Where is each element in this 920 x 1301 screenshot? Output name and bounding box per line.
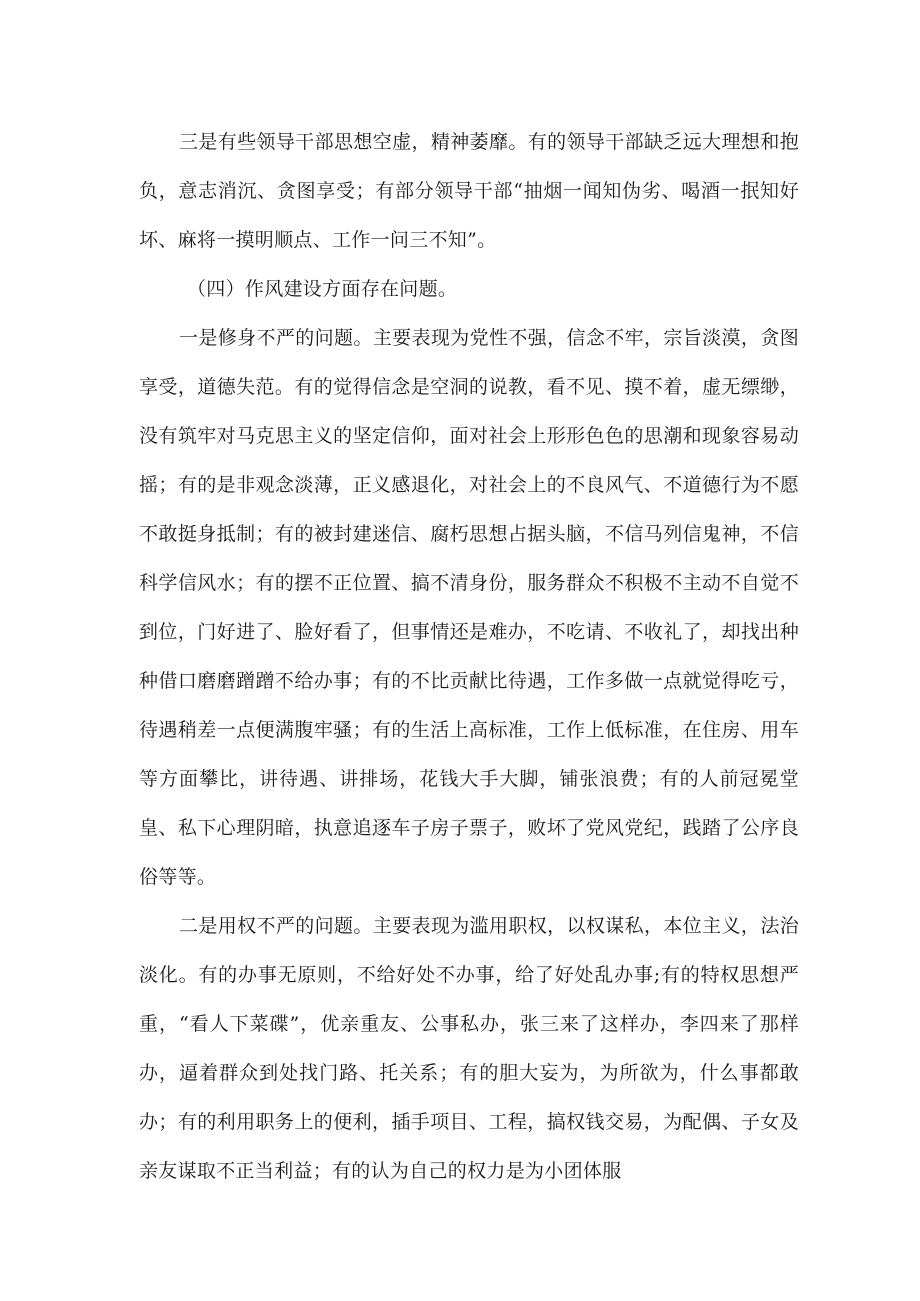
document-body	[139, 118, 799, 1196]
paragraph-ideology-emptiness: 三是有些领导干部思想空虚，精神萎靡。有的领导干部缺乏远大理想和抱负，意志消沉、贪图享受；有部分领导干部“抽烟一闻知伪劣、喝酒一抿知好坏、麻将一摸明顺点、工作一问三不知”。	[139, 131, 799, 251]
section-heading-work-style: （四）作风建设方面存在问题。	[187, 278, 458, 300]
paragraph-self-cultivation: 一是修身不严的问题。主要表现为党性不强，信念不牢，宗旨淡漠，贪图享受，道德失范。有的觉得信念是空洞的说教，看不见、摸不着，虚无缥缈，没有筑牢对马克思主义的坚定信仰，面对社会上形形色色的思潮和现象容易动摇；有的是非观念淡薄，正义感退化，对社会上的不良风气、不道德行为不愿不敢挺身抵制；有的被封建迷信、腐朽思想占据头脑，不信马列信鬼神，不信科学信风水；有的摆不正位置、搞不清身份，服务群众不积极不主动不自觉不到位，门好进了、脸好看了，但事情还是难办，不吃请、不收礼了，却找出种种借口磨磨蹭蹭不给办事；有的不比贡献比待遇，工作多做一点就觉得吃亏，待遇稍差一点便满腹牢骚；有的生活上高标准，工作上低标准，在住房、用车等方面攀比，讲待遇、讲排场，花钱大手大脚，铺张浪费；有的人前冠冕堂皇、私下心理阴暗，执意追逐车子房子票子，败坏了党风党纪，践踏了公序良俗等等。	[139, 327, 799, 888]
paragraph-power-use: 二是用权不严的问题。主要表现为滥用职权，以权谋私，本位主义，法治淡化。有的办事无原则，不给好处不办事，给了好处乱办事;有的特权思想严重，“看人下菜碟”，优亲重友、公事私办，张三来了这样办，李四来了那样办，逼着群众到处找门路、托关系；有的胆大妄为，为所欲为，什么事都敢办；有的利用职务上的便利，插手项目、工程，搞权钱交易，为配偶、子女及亲友谋取不正当利益；有的认为自己的权力是为小团体服	[139, 915, 799, 1182]
